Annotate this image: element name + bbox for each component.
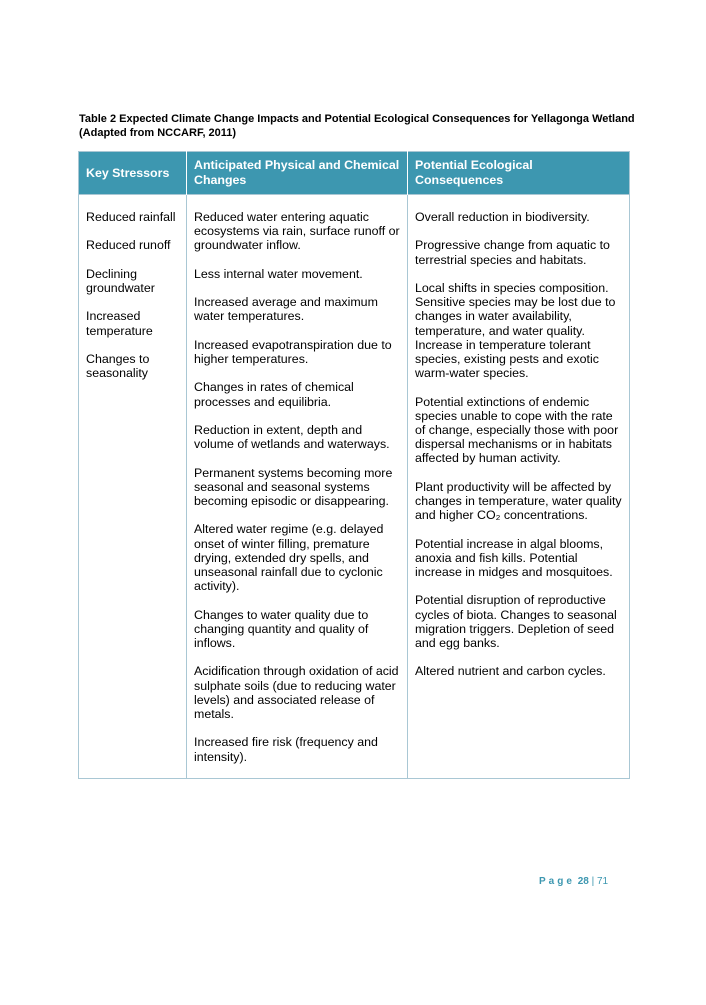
stressor-item: Declining groundwater [86,266,155,295]
change-item: Less internal water movement. [194,266,363,281]
page-number: 28 [577,876,589,887]
consequence-item: Potential increase in algal blooms, anoxia and fish kills. Potential increase in midges and mosquitoes. [415,536,613,579]
table-header-row [79,152,630,195]
consequence-item: Potential disruption of reproductive cycles of biota. Changes to seasonal migration triggers. Depletion of seed and egg banks. [415,593,617,650]
table-row [79,195,630,779]
total-pages: 71 [596,876,609,887]
change-item: Increased fire risk (frequency and intensity). [194,735,378,764]
page-word: Page [539,876,575,887]
consequence-item: Overall reduction in biodiversity. [415,210,590,224]
table-caption [79,112,639,140]
consequence-item: Altered nutrient and carbon cycles. [415,664,606,679]
change-item: Altered water regime (e.g. delayed onset of winter filling, premature drying, extended dry spells, and unseasonal rainfall due to cyclonic activity). [194,522,384,594]
caption-line-1: Table 2 Expected Climate Change Impacts and Potential Ecological Consequences for Yellagonga Wetland [79,113,635,125]
header-key-stressors: Key Stressors [79,152,187,195]
caption-line-2: (Adapted from NCCARF, 2011) [79,127,237,139]
stressor-item: Reduced rainfall [86,210,176,224]
consequence-item: Plant productivity will be affected by changes in temperature, water quality and higher CO₂ concentrations. [415,479,622,523]
consequence-item: Local shifts in species composition. Sensitive species may be lost due to changes in water availability, temperature, and water quality. Increase in temperature tolerant species, existing pests and exotic warm-water species. [415,280,616,381]
page-separator: | [591,876,595,887]
change-item: Changes to water quality due to changing quantity and quality of inflows. [194,607,369,650]
stressor-item: Increased temperature [86,309,153,338]
change-item: Reduction in extent, depth and volume of wetlands and waterways. [194,422,390,452]
consequence-item: Progressive change from aquatic to terrestrial species and habitats. [415,238,610,267]
stressors-cell [79,195,187,779]
change-item: Permanent systems becoming more seasonal and seasonal systems becoming episodic or disappearing. [194,465,393,508]
consequence-item: Potential extinctions of endemic species unable to cope with the rate of change, especially those with poor dispersal mechanisms or in habitats affected by human activity. [415,394,619,466]
header-physical-chemical-changes: Anticipated Physical and Chemical Changes [187,152,408,195]
change-item: Reduced water entering aquatic ecosystems via rain, surface runoff or groundwater inflow. [194,210,400,253]
header-ecological-consequences: Potential Ecological Consequences [408,152,630,195]
stressor-item: Changes to seasonality [86,351,150,381]
climate-impacts-table [78,151,630,779]
change-item: Increased evapotranspiration due to higher temperatures. [194,337,392,366]
page-footer [539,876,608,887]
change-item: Increased average and maximum water temperatures. [194,295,378,324]
changes-cell [187,195,408,779]
stressor-item: Reduced runoff [86,238,171,253]
change-item: Changes in rates of chemical processes and equilibria. [194,380,354,409]
consequences-cell [408,195,630,779]
change-item: Acidification through oxidation of acid sulphate soils (due to reducing water levels) and associated release of metals. [194,664,399,721]
